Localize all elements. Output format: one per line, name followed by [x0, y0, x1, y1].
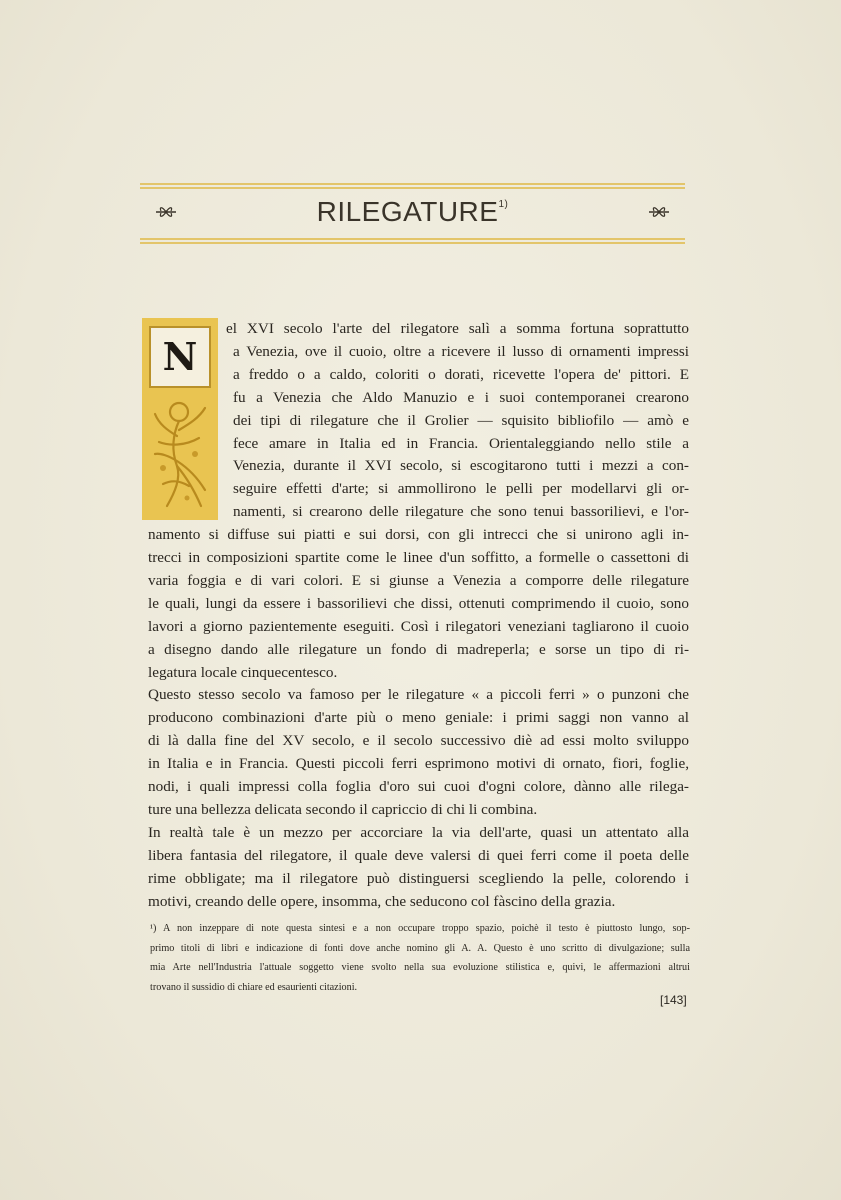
body-line: namento si diffuse sui piatti e sui dorsi, con gli intrecci che si unirono agli in- [148, 526, 689, 544]
footnote-line: ¹) A non inzeppare di note questa sintesi e a non occupare troppo spazio, poichè il testo è piuttosto lungo, sop- [150, 923, 690, 934]
body-line: lavori a giorno pazientemente eseguiti. Così i rilegatori veneziani tagliarono il cuoio [148, 617, 689, 635]
body-line: dei tipi di rilegature che il Grolier — squisito bibliofilo — amò e [233, 411, 689, 429]
gold-rule-top [140, 183, 685, 189]
page-number: [143] [660, 993, 687, 1007]
body-line: legatura locale cinquecentesco. [148, 663, 338, 681]
initial-letter: N [149, 326, 211, 388]
body-line: rime obbligate; ma il rilegatore può distinguersi scegliendo la pelle, colorendo i [148, 869, 689, 887]
body-line: le quali, lungi da essere i bassorilievi che dissi, ottenuti comprimendo il cuoio, sono [148, 594, 689, 612]
footnote-line: mia Arte nell'Industria l'attuale soggetto viene svolto nella sua evoluzione stilistica e, quivi, le affermazioni altrui [150, 962, 690, 973]
footnote-line: primo titoli di libri e indicazione di fonti dove anche nomino gli A. A. Questo è uno scritto di divulgazione; sulla [150, 942, 690, 954]
footnote-line: trovano il sussidio di chiare ed esaurienti citazioni. [150, 981, 358, 993]
body-line: In realtà tale è un mezzo per accorciare la via dell'arte, quasi un attentato alla [148, 823, 689, 841]
body-line: fu a Venezia che Aldo Manuzio e i suoi contemporanei crearono [233, 388, 689, 406]
body-line: ture una bellezza delicata secondo il capriccio di chi li combina. [148, 800, 538, 818]
body-line: a disegno dando alle rilegature un fondo di madreperla; e sorse un tipo di ri- [148, 640, 689, 658]
body-line: nodi, i quali impressi colla foglia d'oro sui cuoi d'ogni colore, dànno alle rilega- [148, 778, 689, 795]
body-line: a Venezia, ove il cuoio, oltre a ricevere il lusso di ornamenti impressi [233, 342, 689, 360]
body-line: varia foggia e di vari colori. E si giunse a Venezia a comporre delle rilegature [148, 571, 689, 589]
heading-row [140, 192, 685, 236]
body-line: motivi, creando delle opere, insomma, che seducono col fàscino della grazia. [148, 892, 616, 910]
body-line: in Italia e in Francia. Questi piccoli ferri esprimono motivi di ornato, fiori, foglie, [148, 755, 689, 773]
body-line: Questo stesso secolo va famoso per le rilegature « a piccoli ferri » o punzoni che [148, 686, 689, 704]
body-line: producono combinazioni d'arte più o meno geniale: i primi saggi non vanno al [148, 709, 689, 727]
body-line: fece amare in Italia ed in Francia. Orientaleggiando nello stile a [233, 434, 689, 452]
initial-figure-illustration [149, 394, 211, 514]
body-line: di là dalla fine del XV secolo, e il secolo successivo diè ad essi molto sviluppo [148, 732, 689, 750]
body-line: Venezia, durante il XVI secolo, si escogitarono tutti i mezzi a con- [233, 457, 689, 475]
body-line: trecci in composizioni spartite come le linee d'un soffitto, a formelle o cassettoni di [148, 549, 689, 566]
decorated-initial [142, 318, 218, 520]
body-line: namenti, si crearono delle rilegature che sono tenui bassorilievi, e l'or- [233, 503, 689, 521]
body-line: el XVI secolo l'arte del rilegatore salì a somma fortuna soprattutto [226, 320, 689, 337]
page-title: RILEGATURE$^{1)}$ [316, 196, 509, 227]
body-line: libera fantasia del rilegatore, il quale deve valersi di quei ferri come il poeta delle [148, 846, 689, 864]
fleuron-ornament-icon [647, 204, 671, 220]
gold-rule-bottom [140, 238, 685, 244]
body-line: seguire effetti d'arte; si ammollirono le pelli per modellarvi gli or- [233, 480, 689, 498]
title-note-ref: 1) [498, 198, 509, 210]
body-line: a freddo o a caldo, coloriti o dorati, ricevette l'opera de' pittori. E [233, 365, 689, 383]
